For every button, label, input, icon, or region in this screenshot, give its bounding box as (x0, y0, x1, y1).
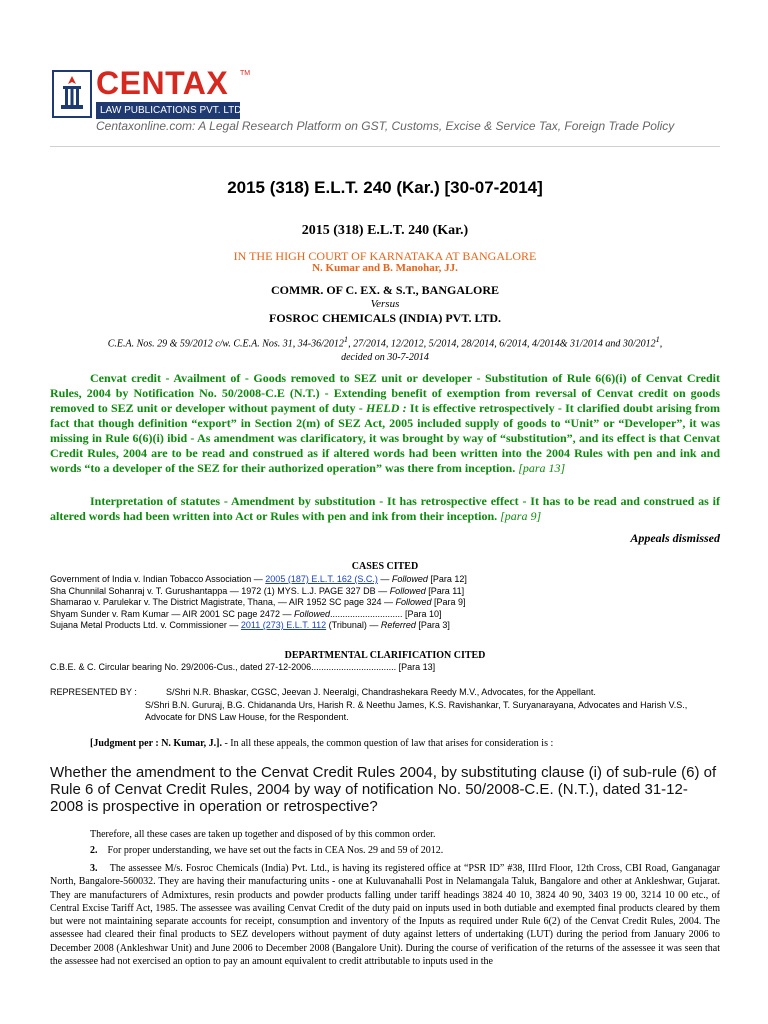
court-name: IN THE HIGH COURT OF KARNATAKA AT BANGALORE (233, 249, 537, 263)
result: Appeals dismissed (630, 531, 720, 545)
represented-by-label: REPRESENTED BY : (50, 687, 137, 697)
judges: N. Kumar and B. Manohar, JJ. (312, 262, 458, 274)
citation: 2015 (318) E.L.T. 240 (Kar.) (301, 223, 469, 238)
decided-date: decided on 30-7-2014 (341, 352, 429, 364)
header-divider (50, 146, 720, 147)
cases-cited-list (50, 574, 720, 632)
headnote-1: Cenvat credit - Availment of - Goods removed to SEZ unit or developer - Substitution of Rule 6(6)(i) of Cenvat Credit Rules, 2004 by Notification No. 50/2008-C.E (N.T.) - Extending benefit of exemption from reversal of Cenvat credit on goods removed to SEZ unit or developer without payment of duty - HELD : It is effective retrospectively - It clarified doubt arising from fact that though definition “export” in Section 2(m) of SEZ Act, 2005 included supply of goods to “Unit” or “Developer”, it was missing in Rule 6(6)(i) ibid - As amendment was clarificatory, it was brought by way of “substitution”, and its effect is that Cenvat Credit Rules, 2004 are to be read and construed as if altered words had been written into the 2004 Rules with pen and ink and words “to a developer of the SEZ for their authorized operation” was there from inception. [para 13] (50, 371, 720, 475)
paragraph-3: 3. The assessee M/s. Fosroc Chemicals (India) Pvt. Ltd., is having its registered office at “PSR ID” #38, IIIrd Floor, 12th Cross, CBI Road, Ganganagar North, Bangalore-560032. They are having their manufacturing units - one at Kuluvanahalli Post in Nelamangala Taluk, Bangalore and other at Ankleshwar, Gujarat. They are manufacturers of Admixtures, resin products and powder products falling under tariff headings 3824 40 10, 3824 40 90, 3403 19 00, 3214 10 00 etc., of Central Excise Tariff Act, 1985. The assessee was availing Cenvat Credit of the duty paid on inputs used in both dutiable and exempted final products cleared by them but were not maintaining separate accounts for receipt, consumption and inventory of the Inputs as required under Rule 6(2) of the Cenvat Credit Rules, 2004. The assessee had cleared their final products to SEZ developers without payment of duty against letters of undertaking (LUT) during the period from January 2006 to December 2008 (Ankleshwar Unit) and June 2006 to December 2008 (Bangalore Unit). During the course of verification of the returns of the assessee it was seen that the assessee had not exercised an option to pay an amount equivalent to credit attributable to inputs used in the (50, 863, 720, 968)
dept-clarification-item: C.B.E. & C. Circular bearing No. 29/2006-Cus., dated 27-12-2006.................................. [Para 13] (50, 662, 436, 672)
paragraph-2: 2. For proper understanding, we have set out the facts in CEA Nos. 29 and 59 of 2012. (90, 845, 444, 856)
list-item: Shamarao v. Parulekar v. The District Magistrate, Thana, — AIR 1952 SC page 324 — Followed [Para 9] (50, 597, 466, 607)
trademark-mark: TM (240, 70, 251, 77)
list-item: Shyam Sunder v. Ram Kumar — AIR 2001 SC page 2472 — Followed............................. [Para 10] (50, 608, 442, 619)
dept-clarification-heading: DEPARTMENTAL CLARIFICATION CITED (284, 650, 486, 661)
appellant-counsel: S/Shri N.R. Bhaskar, CGSC, Jeevan J. Neeralgi, Chandrashekara Reedy M.V., Advocates, for the Appellant. (166, 687, 596, 697)
list-item: Government of India v. Indian Tobacco Association — 2005 (187) E.L.T. 162 (S.C.) — Followed [Para 12] (50, 574, 467, 584)
case-numbers: C.E.A. Nos. 29 & 59/2012 c/w. C.E.A. Nos. 31, 34-36/2012$^1$, 27/2014, 12/2012, 5/2014, 28/2014, 6/2014, 4/2014& 31/2014 and 30/2012$^1$, decided on 30-7-2014 (107, 335, 663, 364)
publisher-bar: LAW PUBLICATIONS PVT. LTD. (96, 102, 240, 119)
case-link[interactable]: 2011 (273) E.L.T. 112 (240, 620, 327, 630)
judgment-intro: [Judgment per : N. Kumar, J.]. - In all these appeals, the common question of law that arises for consideration is : (90, 738, 554, 749)
paragraph-1: Therefore, all these cases are taken up together and disposed of by this common order. (90, 829, 436, 840)
appellant: COMMR. OF C. EX. & S.T., BANGALORE (271, 283, 499, 297)
respondent: FOSROC CHEMICALS (INDIA) PVT. LTD. (268, 311, 502, 325)
versus-label: Versus (370, 298, 400, 310)
brand-name[interactable]: CENTAX (96, 65, 229, 101)
question-of-law: Whether the amendment to the Cenvat Credit Rules 2004, by substituting clause (i) of sub-rule (6) of Rule 6 of Cenvat Credit Rules, 2004 by way of notification No. 50/2008-C.E. (N.T.), dated 31-12-2008 is prospective in operation or retrospective? (50, 764, 717, 815)
list-item: Sujana Metal Products Ltd. v. Commissioner — 2011 (273) E.L.T. 112 (Tribunal) — Referred [Para 3] (50, 620, 450, 630)
list-item: Sha Chunnilal Sohanraj v. T. Gurushantappa — 1972 (1) MYS. L.J. PAGE 327 DB — Followed [Para 11] (50, 585, 465, 596)
centax-logo-icon[interactable] (52, 70, 92, 118)
site-tagline: Centaxonline.com: A Legal Research Platform on GST, Customs, Excise & Service Tax, Foreign Trade Policy (96, 119, 675, 133)
case-link[interactable]: 2005 (187) E.L.T. 162 (S.C.) (265, 574, 378, 584)
headnote-2: Interpretation of statutes - Amendment by substitution - It has retrospective effect - It has to be read and construed as if altered words had been written into Act or Rules with pen and ink from their inception. [para 9] (50, 494, 720, 523)
cases-cited-heading: CASES CITED (351, 561, 419, 572)
respondent-counsel: S/Shri B.N. Gururaj, B.G. Chidananda Urs, Harish R. & Neethu James, K.S. Ravishankar, T. Suryanarayana, Advocates and Harish V.S., Advocate for DNS Law House, for the Respondent. (145, 700, 688, 722)
page-title: 2015 (318) E.L.T. 240 (Kar.) [30-07-2014] (227, 178, 543, 197)
